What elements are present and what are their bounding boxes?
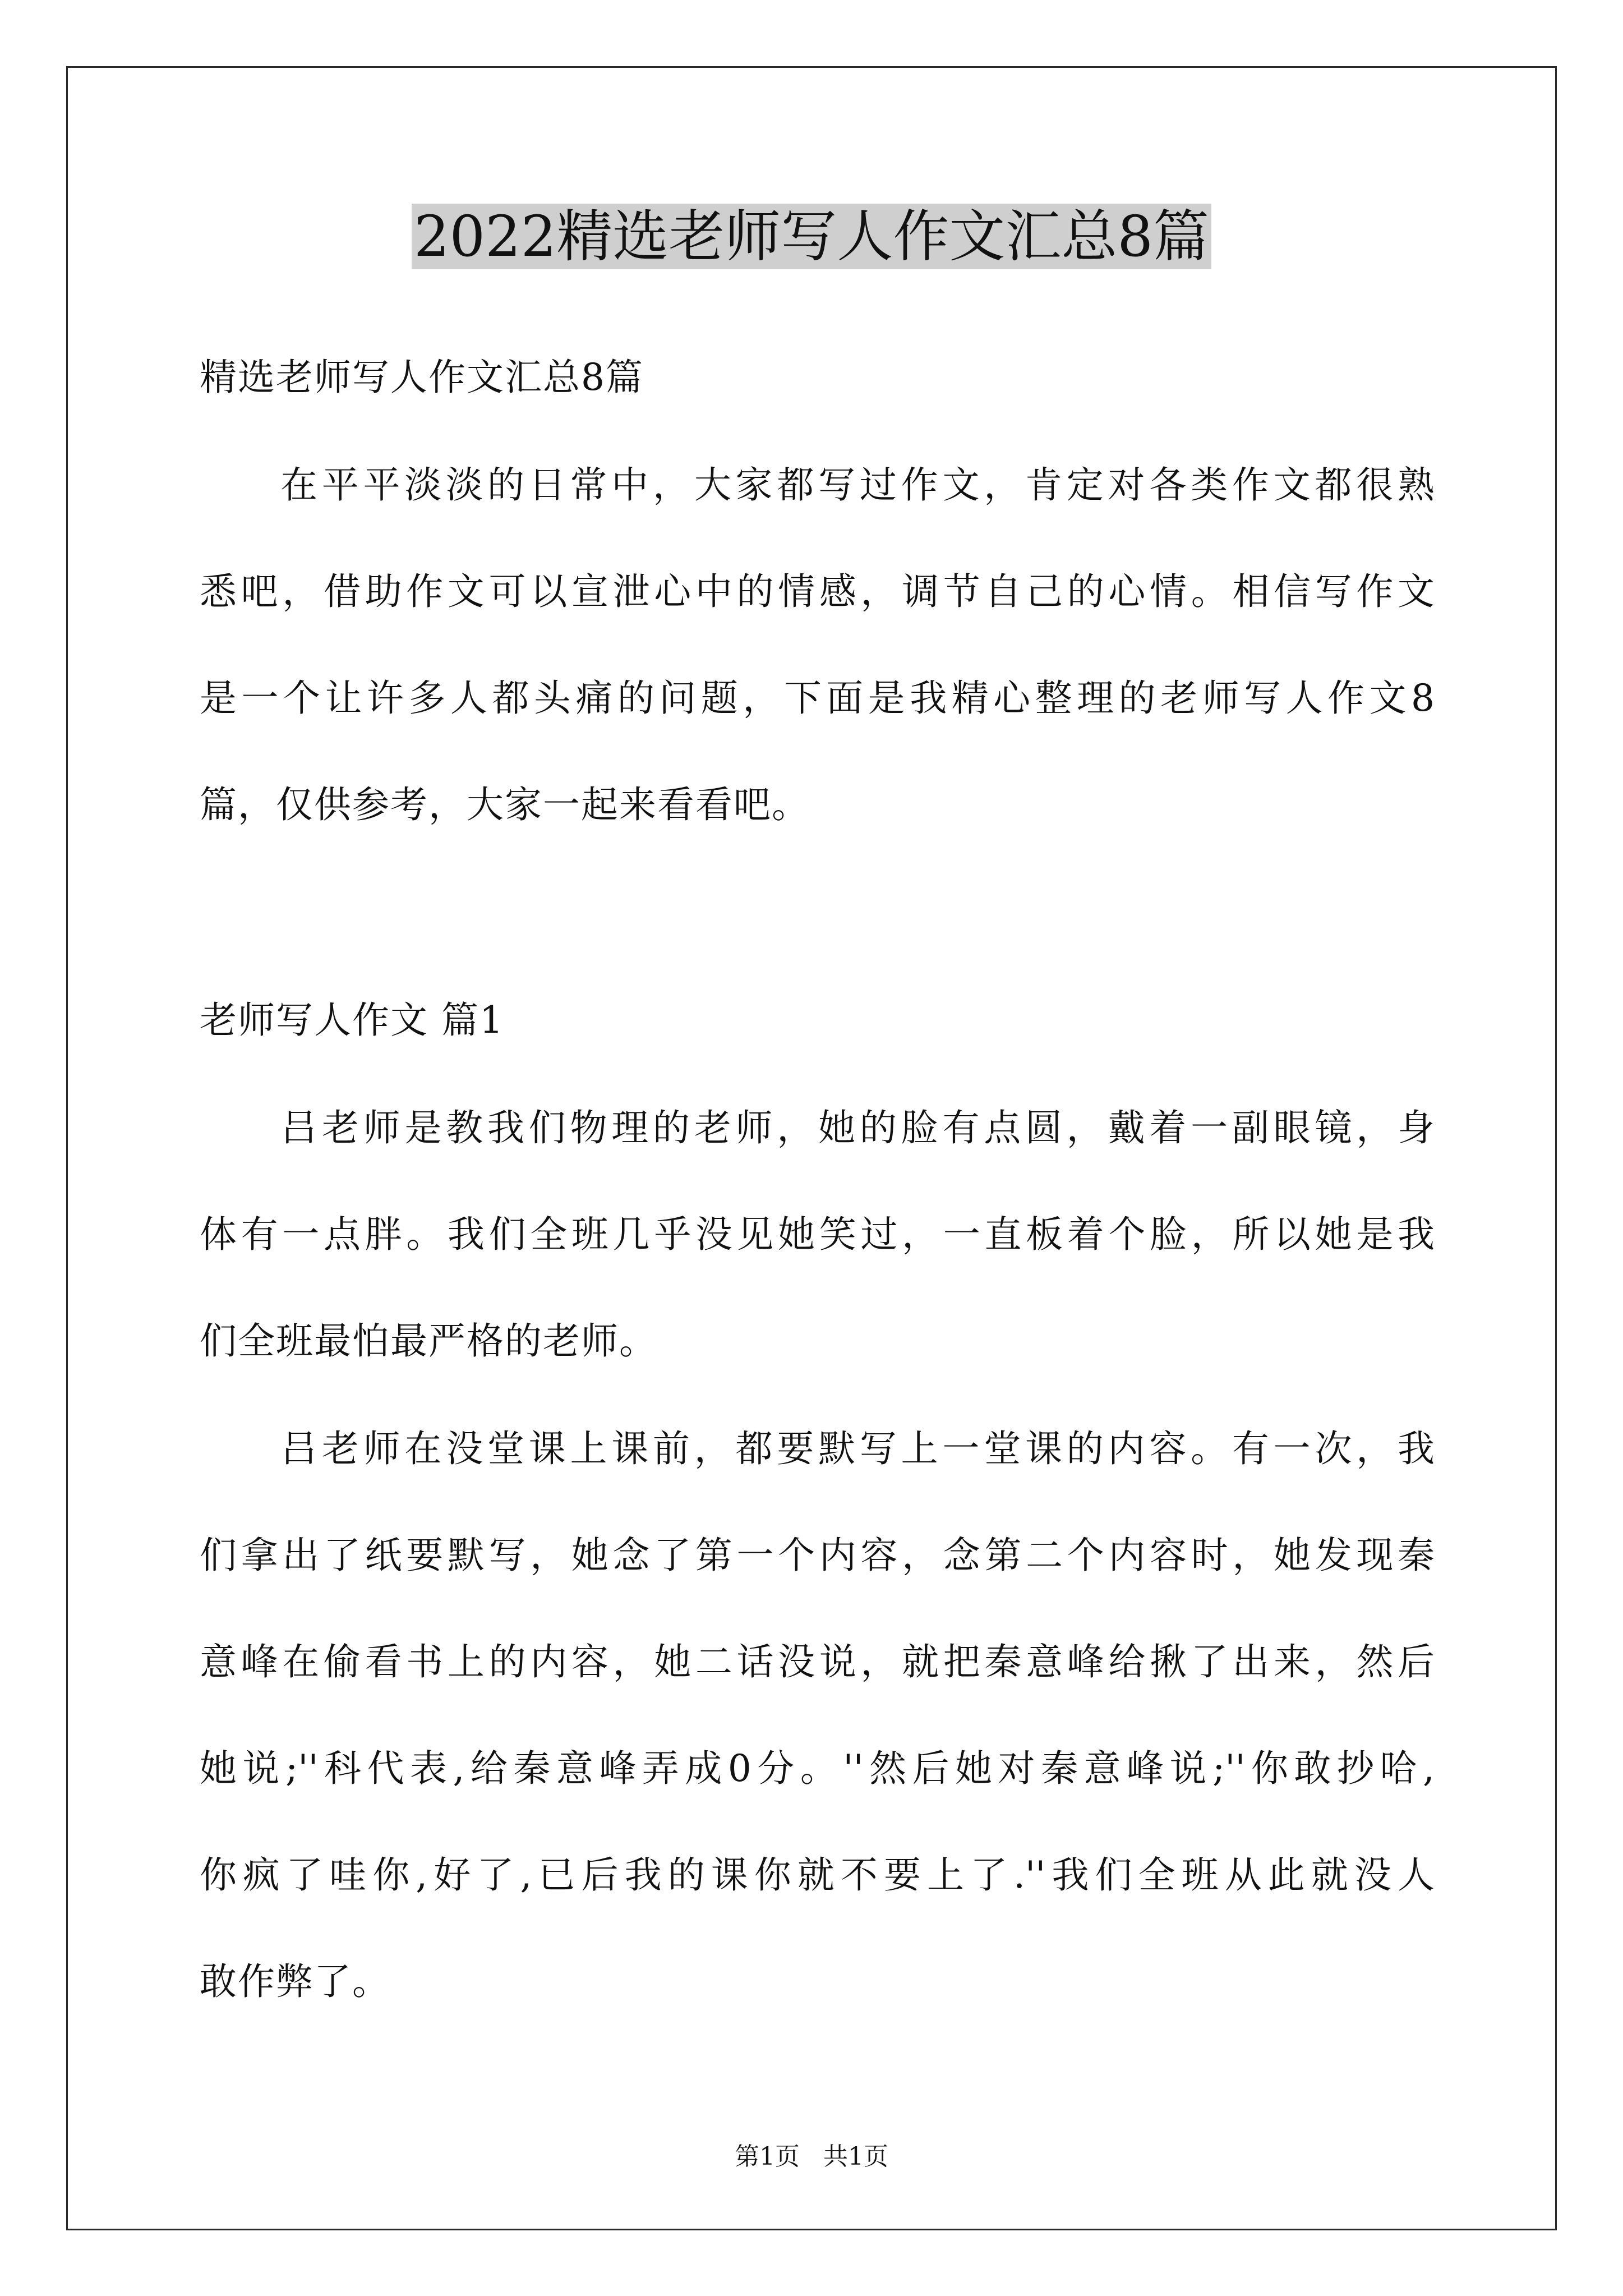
section-heading: 老师写人作文 篇1 bbox=[200, 999, 504, 1042]
paragraph-line: 意峰在偷看书上的内容，她二话没说，就把秦意峰给揪了出来，然后 bbox=[200, 1640, 1435, 1683]
paragraph-line: 敢作弊了。 bbox=[200, 1960, 390, 2003]
page-footer: 第1页 共1页 bbox=[735, 2142, 888, 2171]
intro-line: 是一个让许多人都头痛的问题，下面是我精心整理的老师写人作文8 bbox=[200, 677, 1435, 720]
paragraph-line: 们拿出了纸要默写，她念了第一个内容，念第二个内容时，她发现秦 bbox=[200, 1534, 1435, 1577]
intro-line: 悉吧，借助作文可以宣泄心中的情感，调节自己的心情。相信写作文 bbox=[200, 570, 1435, 613]
paragraph-line: 体有一点胖。我们全班几乎没见她笑过，一直板着个脸，所以她是我 bbox=[200, 1213, 1435, 1256]
paragraph-line: 吕老师是教我们物理的老师，她的脸有点圆，戴着一副眼镜，身 bbox=[280, 1106, 1435, 1149]
document-subtitle: 精选老师写人作文汇总8篇 bbox=[200, 356, 644, 399]
paragraph-line: 们全班最怕最严格的老师。 bbox=[200, 1319, 657, 1363]
paragraph-line: 她说;''科代表,给秦意峰弄成0分。''然后她对秦意峰说;''你敢抄哈, bbox=[200, 1747, 1435, 1790]
paragraph-line: 吕老师在没堂课上课前，都要默写上一堂课的内容。有一次，我 bbox=[280, 1427, 1435, 1470]
intro-line: 在平平淡淡的日常中，大家都写过作文，肯定对各类作文都很熟 bbox=[280, 463, 1435, 507]
paragraph-line: 你疯了哇你,好了,已后我的课你就不要上了.''我们全班从此就没人 bbox=[200, 1853, 1435, 1897]
document-title-text: 2022精选老师写人作文汇总8篇 bbox=[412, 204, 1211, 269]
intro-line: 篇，仅供参考，大家一起来看看吧。 bbox=[200, 783, 810, 826]
document-title bbox=[0, 197, 1623, 276]
